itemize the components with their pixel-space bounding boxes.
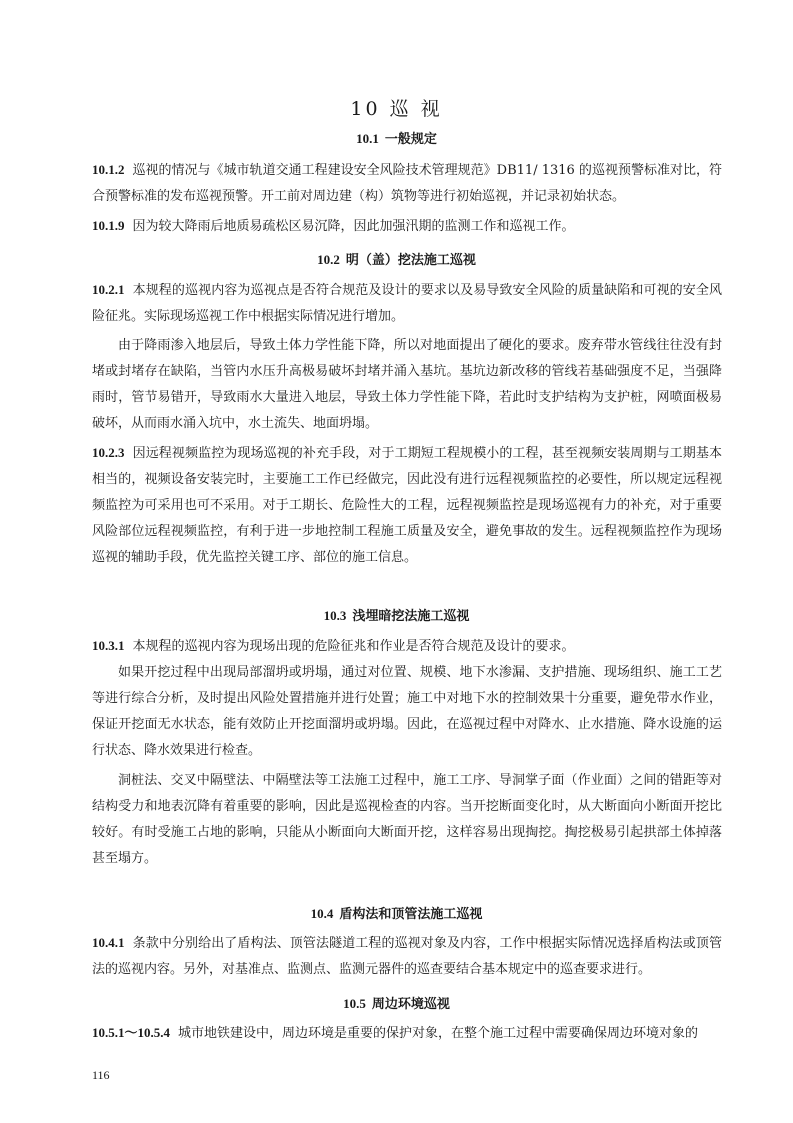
- clause-number: 10.2.3: [92, 445, 125, 460]
- chapter-title: 10 巡 视: [350, 98, 443, 120]
- section-title: 明（盖）挖法施工巡视: [345, 253, 476, 268]
- paragraph-10-2-1: [92, 277, 722, 330]
- paragraph-10-4-1: [92, 930, 722, 983]
- section-heading-10-3: [0, 605, 793, 624]
- paragraph-10-3-1-explanation-2: 洞桩法、交叉中隔壁法、中隔壁法等工法施工过程中，施工工序、导洞掌子面（作业面）之间的错距等对结构受力和地表沉降有着重要的影响，因此是巡视检查的内容。当开挖断面变化时，从大断面向小断面开挖比较好。有时受施工占地的影响，只能从小断面向大断面开挖，这样容易出现掏挖。掏挖极易引起拱部土体掉落甚至塌方。: [92, 773, 722, 866]
- section-number: 10.1: [356, 131, 379, 146]
- paragraph-10-1-9: [92, 213, 722, 240]
- section-heading-10-5: [0, 993, 793, 1012]
- page-number: 116: [92, 1068, 110, 1082]
- clause-number: 10.2.1: [92, 282, 125, 297]
- section-number: 10.2: [317, 252, 340, 267]
- section-title: 周边环境巡视: [371, 997, 450, 1012]
- clause-text: 条款中分别给出了盾构法、顶管法隧道工程的巡视对象及内容，工作中根据实际情况选择盾构法或顶管法的巡视内容。另外，对基准点、监测点、监测元器件的巡查要结合基本规定中的巡查要求进行。: [92, 936, 722, 977]
- section-title: 盾构法和顶管法施工巡视: [339, 907, 483, 922]
- paragraph-10-2-1-explanation: 由于降雨渗入地层后，导致土体力学性能下降，所以对地面提出了硬化的要求。废弃带水管线往往没有封堵或封堵存在缺陷，当管内水压升高极易破坏封堵并涌入基坑。基坑边新改移的管线若基础强度不足，当强降雨时，管节易错开，导致雨水大量进入地层，导致土体力学性能下降，若此时支护结构为支护桩，网喷面极易破坏，从而雨水涌入坑中，水土流失、地面坍塌。: [92, 338, 722, 431]
- section-number: 10.4: [310, 906, 334, 921]
- clause-text: 巡视的情况与《城市轨道交通工程建设安全风险技术管理规范》DB11/ 1316 的巡视预警标准对比，符合预警标准的发布巡视预警。开工前对周边建（构）筑物等进行初始巡视，并记录初始状态。: [92, 163, 722, 204]
- clause-number: 10.5.1～10.5.4: [92, 1025, 171, 1040]
- clause-number: 10.1.2: [92, 162, 125, 177]
- paragraph-10-5-1: [92, 1020, 722, 1047]
- paragraph-10-2-3: [92, 440, 722, 571]
- paragraph-10-3-1: [92, 633, 722, 660]
- section-number: 10.5: [343, 996, 366, 1011]
- clause-text: 因为较大降雨后地质易疏松区易沉降，因此加强汛期的监测工作和巡视工作。: [132, 219, 575, 234]
- clause-number: 10.1.9: [92, 218, 125, 233]
- clause-number: 10.3.1: [92, 638, 125, 653]
- section-title: 一般规定: [384, 132, 437, 147]
- clause-text: 本规程的巡视内容为巡视点是否符合规范及设计的要求以及易导致安全风险的质量缺陷和可视的安全风险征兆。实际现场巡视工作中根据实际情况进行增加。: [92, 283, 722, 324]
- paragraph-10-1-2: [92, 157, 722, 210]
- section-heading-10-2: [0, 249, 793, 268]
- section-heading-10-1: [0, 128, 793, 147]
- section-heading-10-4: [0, 903, 793, 922]
- clause-text: 本规程的巡视内容为现场出现的危险征兆和作业是否符合规范及设计的要求。: [132, 639, 575, 654]
- section-title: 浅埋暗挖法施工巡视: [352, 609, 470, 624]
- paragraph-10-3-1-explanation-1: 如果开挖过程中出现局部溜坍或坍塌，通过对位置、规模、地下水渗漏、支护措施、现场组织、施工工艺等进行综合分析，及时提出风险处置措施并进行处置；施工中对地下水的控制效果十分重要，避免带水作业，保证开挖面无水状态，能有效防止开挖面溜坍或坍塌。因此，在巡视过程中对降水、止水措施、降水设施的运行状态、降水效果进行检查。: [92, 665, 722, 758]
- clause-text: 城市地铁建设中，周边环境是重要的保护对象，在整个施工过程中需要确保周边环境对象的: [178, 1026, 699, 1041]
- section-number: 10.3: [323, 608, 347, 623]
- clause-text: 因远程视频监控为现场巡视的补充手段，对于工期短工程规模小的工程，甚至视频安装周期与工期基本相当的，视频设备安装完时，主要施工工作已经做完，因此没有进行远程视频监控的必要性，所以规定远程视频监控为可采用也可不采用。对于工期长、危险性大的工程，远程视频监控是现场巡视有力的补充，对于重要风险部位远程视频监控，有利于进一步地控制工程施工质量及安全，避免事故的发生。远程视频监控作为现场巡视的辅助手段，优先监控关键工序、部位的施工信息。: [92, 446, 722, 565]
- clause-number: 10.4.1: [92, 935, 125, 950]
